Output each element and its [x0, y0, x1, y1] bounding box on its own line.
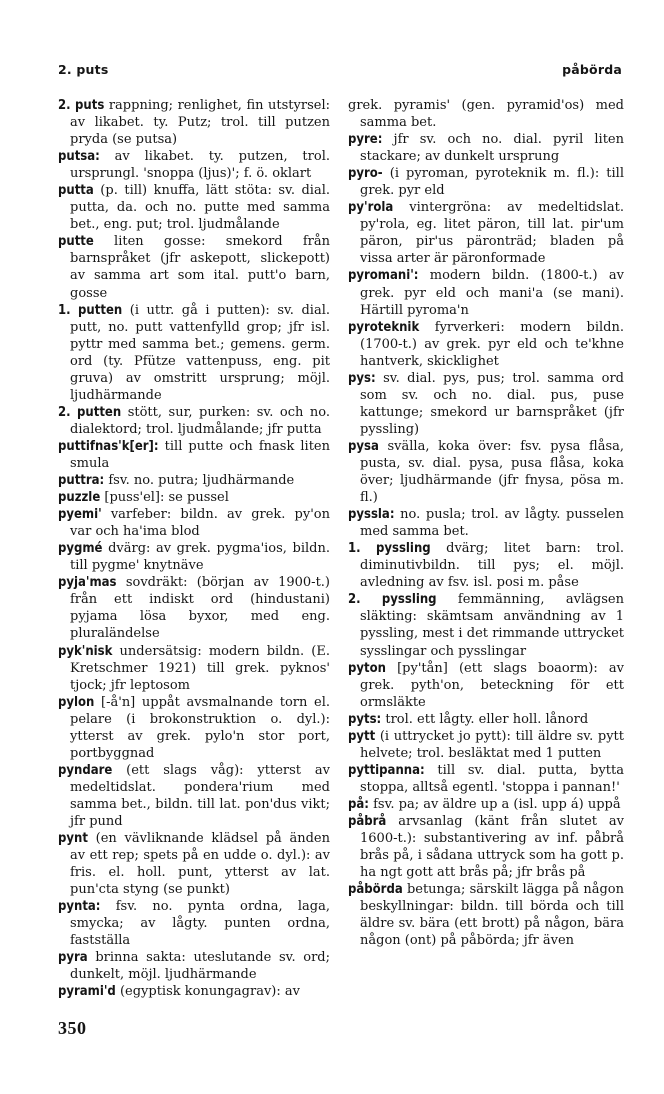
- entry-definition: fsv. pa; av äldre up a (isl. upp á) uppå: [368, 796, 621, 812]
- entry-definition: (i uttr. gå i putten): sv. dial. putt, no. putt vattenfylld grop; jfr isl. pyttr med samma bet.; gemens. germ. ord (ty. Pfütze vattenpuss, eng. pit gruva) av omstritt ursprung; möjl. ljudhärmande: [70, 302, 330, 403]
- entry-definition: [puss'el]: se pussel: [100, 490, 229, 506]
- entry-headword: pyndare: [58, 762, 113, 778]
- dictionary-entry: [58, 540, 330, 574]
- dictionary-entry: [58, 983, 330, 1000]
- dictionary-entry: [348, 591, 624, 659]
- dictionary-entry: [348, 267, 624, 318]
- entry-definition: till putte och fnask liten smula: [70, 438, 330, 471]
- entry-headword: puttra:: [58, 473, 105, 489]
- entry-headword: 1. pyssling: [348, 541, 431, 557]
- dictionary-entry: [348, 438, 624, 506]
- dictionary-entry: [58, 302, 330, 404]
- dictionary-entry: [58, 97, 330, 148]
- dictionary-entry: [58, 506, 330, 540]
- entry-headword: pyromani':: [348, 268, 419, 284]
- entry-definition: (en vävliknande klädsel på änden av ett rep; spets på en udde o. dyl.): av fris. el. holl. punt, ytterst av lat. pun'cta styng (se punkt): [70, 831, 330, 898]
- entry-definition: sovdräkt: (början av 1900-t.) från ett indiskt ord (hindustani) pyjama lösa byxor, med eng. pluraländelse: [70, 575, 330, 642]
- dictionary-entry: [58, 574, 330, 642]
- running-head-left: 2. puts: [58, 62, 109, 77]
- entry-definition: arvsanlag (känt från slutet av 1600-t.): substantivering av inf. påbrå brås på, i sådana uttryck som ha gott p. ha ngt gott att brås på; jfr brås på: [360, 813, 624, 881]
- entry-headword: py'rola: [348, 200, 394, 216]
- entry-definition: no. pusla; trol. av lågty. pusselen med samma bet.: [360, 507, 624, 540]
- dictionary-entry: [348, 165, 624, 199]
- entry-definition: vintergröna: av medeltidslat. py'rola, eg. litet päron, till lat. pir'um päron, pir'us päronträd; bladen på vissa arter är päronformade: [360, 200, 624, 267]
- entry-headword: pyk'nisk: [58, 643, 113, 659]
- entry-headword: 2. putten: [58, 404, 122, 420]
- entry-headword: puttifnas'k[er]:: [58, 438, 159, 454]
- entry-definition: (ett slags våg): ytterst av medeltidslat. pondera'rium med samma bet., bildn. till lat. pon'dus vikt; jfr pund: [70, 762, 330, 829]
- entry-headword: pysa: [348, 438, 379, 454]
- entry-definition: (i uttrycket jo pytt): till äldre sv. pytt helvete; trol. besläktat med 1 putten: [360, 728, 624, 761]
- entry-definition: (p. till) knuffa, lätt stöta: sv. dial. putta, da. och no. putte med samma bet., eng. put; trol. ljudmålande: [70, 183, 330, 233]
- entry-definition: (i pyroman, pyroteknik m. fl.): till grek. pyr eld: [360, 166, 624, 199]
- dictionary-entry: [348, 540, 624, 591]
- dictionary-entry: [58, 898, 330, 949]
- entry-headword: pyton: [348, 660, 386, 676]
- entry-headword: pyts:: [348, 711, 382, 727]
- entry-headword: pynt: [58, 831, 88, 847]
- entry-headword: 2. puts: [58, 98, 105, 113]
- entry-definition: liten gosse: smekord från barnspråket (jfr askepott, slickepott) av samma art som ital. putt'o barn, gosse: [70, 234, 330, 301]
- entry-definition: fsv. no. pynta ordna, laga, smycka; av lågty. punten ordna, fastställa: [70, 899, 330, 949]
- entry-definition: jfr sv. och no. dial. pyril liten stackare; av dunkelt ursprung: [360, 132, 624, 165]
- entry-headword: pyro-: [348, 166, 383, 182]
- entry-definition: fsv. no. putra; ljudhärmande: [104, 473, 295, 489]
- dictionary-entry: [348, 131, 624, 165]
- entry-headword: pyra: [58, 950, 88, 966]
- entry-headword: putta: [58, 183, 94, 199]
- entry-definition: brinna sakta: uteslutande sv. ord; dunkelt, möjl. ljudhärmande: [70, 950, 330, 983]
- entry-headword: påbörda: [348, 882, 403, 898]
- entry-definition: grek. pyramis' (gen. pyramid'os) med samma bet.: [348, 98, 624, 131]
- entry-headword: påbrå: [348, 813, 387, 829]
- entry-headword: puzzle: [58, 490, 101, 506]
- entry-headword: pyemi': [58, 507, 102, 523]
- entry-definition: rappning; renlighet, fin utstyrsel: av likabet. ty. Putz; trol. till putzen pryda (se putsa): [70, 98, 330, 148]
- dictionary-entry: [58, 438, 330, 472]
- entry-headword: pyssla:: [348, 507, 395, 523]
- dictionary-entry: [348, 796, 624, 813]
- dictionary-entry: [58, 762, 330, 830]
- dictionary-entry: [348, 728, 624, 762]
- dictionary-entry: [58, 489, 330, 506]
- dictionary-entry: [58, 404, 330, 438]
- entry-headword: pytt: [348, 728, 376, 744]
- entry-definition: stött, sur, purken: sv. och no. dialektord; trol. ljudmålande; jfr putta: [70, 404, 330, 437]
- dictionary-entry: [348, 881, 624, 949]
- entry-definition: fyrverkeri: modern bildn. (1700-t.) av grek. pyr eld och te'khne hantverk, skicklighet: [360, 319, 624, 369]
- entry-headword: pyrami'd: [58, 984, 116, 1000]
- entry-definition: [-å'n] uppåt avsmalnande torn el. pelare (i brokonstruktion o. dyl.): ytterst av grek. pylo'n stor port, portbyggnad: [70, 694, 330, 761]
- entry-headword: pylon: [58, 694, 95, 710]
- dictionary-entry: [348, 319, 624, 370]
- entry-definition: dvärg: av grek. pygma'ios, bildn. till pygme' knytnäve: [70, 541, 330, 574]
- dictionary-entry: [348, 813, 624, 881]
- entry-definition: betunga; särskilt lägga på någon beskyllningar: bildn. till börda och till äldre sv. bära (ett brott) på någon, bära någon (ont) på påbörda; jfr även: [360, 882, 624, 949]
- dictionary-entry: [58, 830, 330, 898]
- dictionary-entry: [58, 233, 330, 301]
- entry-definition: femmänning, avlägsen släkting: skämtsam användning av 1 pyssling, mest i det rimmande uttrycket sysslingar och pysslingar: [360, 592, 624, 659]
- dictionary-entry: [58, 949, 330, 983]
- entry-headword: pyttipanna:: [348, 762, 425, 778]
- entry-definition: dvärg; litet barn: trol. diminutivbildn. till pys; el. möjl. avledning av fsv. isl. posi m. påse: [360, 541, 624, 591]
- entry-headword: på:: [348, 796, 369, 812]
- entry-headword: pygmé: [58, 541, 103, 557]
- entry-headword: pyre:: [348, 132, 383, 148]
- entry-definition: modern bildn. (1800-t.) av grek. pyr eld och mani'a (se mani). Härtill pyroma'n: [360, 268, 624, 318]
- entry-definition: svälla, koka över: fsv. pysa flåsa, pusta, sv. dial. pysa, pusa flåsa, koka över; ljudhärmande (jfr fnysa, pösa m. fl.): [360, 438, 624, 506]
- dictionary-entry: [58, 182, 330, 233]
- entry-headword: putsa:: [58, 149, 100, 165]
- right-column: [348, 97, 624, 949]
- dictionary-entry: [348, 506, 624, 540]
- entry-definition: varfeber: bildn. av grek. py'on var och ha'ima blod: [70, 507, 330, 540]
- page-number: 350: [58, 1018, 87, 1038]
- entry-headword: putte: [58, 234, 94, 250]
- dictionary-entry: [58, 148, 330, 182]
- dictionary-entry: [58, 694, 330, 762]
- entry-definition: [py'tån] (ett slags boaorm): av grek. pyth'on, beteckning för ett ormsläkte: [360, 660, 624, 710]
- dictionary-entry: [58, 472, 330, 489]
- entry-definition: till sv. dial. putta, bytta stoppa, alltså egentl. 'stoppa i pannan!': [360, 762, 624, 795]
- left-column: [58, 97, 330, 1000]
- entry-headword: pynta:: [58, 899, 101, 915]
- dictionary-entry: [348, 199, 624, 267]
- entry-definition: trol. ett lågty. eller holl. lånord: [381, 711, 589, 727]
- dictionary-entry: [348, 711, 624, 728]
- dictionary-entry: [348, 660, 624, 711]
- entry-definition: av likabet. ty. putzen, trol. ursprungl. 'snoppa (ljus)'; f. ö. oklart: [70, 149, 330, 182]
- entry-headword: 1. putten: [58, 302, 123, 318]
- dictionary-entry: [348, 762, 624, 796]
- entry-headword: 2. pyssling: [348, 592, 437, 608]
- dictionary-entry: [58, 643, 330, 694]
- entry-definition: (egyptisk konungagrav): av: [115, 984, 300, 1000]
- dictionary-entry: [348, 370, 624, 438]
- dictionary-entry: [348, 97, 624, 131]
- entry-headword: pyja'mas: [58, 575, 117, 591]
- running-head-right: påbörda: [562, 62, 622, 77]
- entry-definition: undersätsig: modern bildn. (E. Kretschmer 1921) till grek. pyknos' tjock; jfr leptosom: [70, 643, 330, 693]
- entry-definition: sv. dial. pys, pus; trol. samma ord som sv. och no. dial. pus, puse kattunge; smekord ur barnspråket (jfr pyssling): [360, 370, 624, 437]
- entry-headword: pyroteknik: [348, 319, 420, 335]
- entry-headword: pys:: [348, 370, 376, 386]
